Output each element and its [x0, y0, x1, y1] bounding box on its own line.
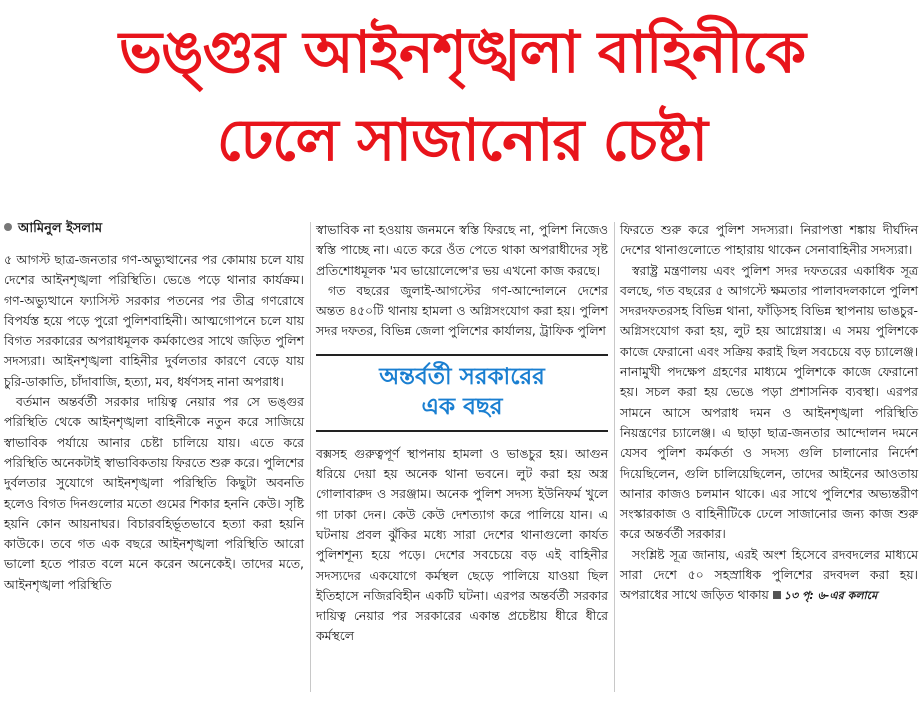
column-divider — [614, 222, 615, 692]
paragraph-text: সংশ্লিষ্ট সূত্র জানায়, এরই অংশ হিসেবে রদবদলের মাধ্যমে সারা দেশে ৫০ সহস্রাধিক পুলিশের রদবদল করা হয়। অপরাধের সাথে জড়িত থাকায় — [620, 546, 918, 603]
article-column-1 — [4, 220, 304, 595]
continued-on-page-note — [773, 589, 877, 602]
paragraph: বর্তমান অন্তর্বর্তী সরকার দায়িত্ব নেয়ার পর সে ভঙ্গুর পরিস্থিতি থেকে আইনশৃঙ্খলা বাহিনীকে নতুন করে সাজিয়ে স্বাভাবিক পর্যায়ে আনার চেষ্টা চালিয়ে যায়। এতে করে পরিস্থিতি অনেকটাই স্বাভাবিকতায় ফিরতে শুরু করে। পুলিশের দুর্বলতার সুযোগে আইনশৃঙ্খলা পরিস্থিতি কিছুটা অবনতি হলেও বিগত দিনগুলোর মতো গুমের শিকার হননি কেউ। সৃষ্টি হয়নি কোন আয়নাঘর। বিচারবহির্ভূতভাবে হত্যা করা হয়নি কাউকে। তবে গত এক বছরে আইনশৃঙ্খলা পরিস্থিতি আরো ভালো হতে পারত বলে মনে করেন অনেকেই। তাদের মতে, আইনশৃঙ্খলা পরিস্থিতি — [4, 394, 304, 592]
paragraph: স্বরাষ্ট্র মন্ত্রণালয় এবং পুলিশ সদর দফতরের একাধিক সূত্র বলছে, গত বছরের ৫ আগস্টে ক্ষমতার পালাবদলকালে পুলিশ সদরদফতরসহ বিভিন্ন থানা, ফাঁড়িসহ বিভিন্ন স্থাপনায় ভাঙচুর-অগ্নিসংযোগ করা হয়, লুট হয় আগ্নেয়াস্ত্র। এ সময় পুলিশকে কাজে ফেরানো এবং সক্রিয় করাই ছিল সবচেয়ে বড় চ্যালেঞ্জ। নানামুখী পদক্ষেপ গ্রহণের মাধ্যমে পুলিশকে কাজে ফেরানো হয়। সচল করা হয় ভেঙে পড়া প্রশাসনিক ব্যবস্থা। এরপর সামনে আসে অপরাধ দমন ও আইনশৃঙ্খলা পরিস্থিতি নিয়ন্ত্রণের চ্যালেঞ্জ। এ ছাড়া ছাত্র-জনতার আন্দোলন দমনে যেসব পুলিশ কর্মকর্তা ও সদস্য গুলি চালানোর নির্দেশ দিয়েছিলেন, গুলি চালিয়েছিলেন, তাদের আইনের আওতায় আনার কাজও চলমান থাকে। এর সাথে পুলিশের অভ্যন্তরীণ সংস্কারকাজ ও বাহিনীটিকে ঢেলে সাজানোর জন্য কাজ শুরু করে অন্তর্বর্তী সরকার। — [620, 262, 918, 542]
author-name: আমিনুল ইসলাম — [18, 221, 103, 236]
bullet-icon — [4, 223, 12, 231]
headline-line-1: ভঙ্গুর আইনশৃঙ্খলা বাহিনীকে — [118, 18, 806, 86]
headline-line-2: ঢেলে সাজানোর চেষ্টা — [216, 106, 708, 174]
paragraph: ৫ আগস্ট ছাত্র-জনতার গণ-অভ্যুত্থানের পর কোমায় চলে যায় দেশের আইনশৃঙ্খলা পরিস্থিতি। ভেঙে পড়ে থানার কার্যক্রম। গণ-অভ্যুত্থানে ফ্যাসিস্ট সরকার পতনের পর তীব্র গণরোষে বিপর্যস্ত হয়ে পড়ে পুরো পুলিশবাহিনী। আত্মগোপনে চলে যায় বিগত সরকারের অপরাধমূলক কর্মকাণ্ডের সাথে জড়িত পুলিশ সদস্যরা। আইনশৃঙ্খলা বাহিনীর দুর্বলতার কারণে বেড়ে যায় চুরি-ডাকাতি, চাঁদাবাজি, হত্যা, মব, ধর্ষণসহ নানা অপরাধ। — [4, 252, 304, 389]
square-bullet-icon — [773, 591, 781, 599]
paragraph: বক্সসহ গুরুত্বপূর্ণ স্থাপনায় হামলা ও ভাঙচুর হয়। আগুন ধরিয়ে দেয়া হয় অনেক থানা ভবনে। লুট করা হয় অস্ত্র গোলাবারুদ ও সরঞ্জাম। অনেক পুলিশ সদস্য ইউনিফর্ম খুলে গা ঢাকা দেন। কেউ কেউ দেশত্যাগ করে পালিয়ে যান। এ ঘটনায় প্রবল ঝুঁকির মধ্যে সারা দেশের থানাগুলো কার্যত পুলিশশূন্য হয়ে পড়ে। দেশের সবচেয়ে বড় এই বাহিনীর সদস্যদের একযোগে কর্মস্থল ছেড়ে পালিয়ে যাওয়া ছিল ইতিহাসে নজিরবিহীন একটি ঘটনা। এরপর অন্তর্বর্তী সরকার দায়িত্ব নেয়ার পর সরকারের একান্ত প্রচেষ্টায় ধীরে ধীরে কর্মস্থলে — [316, 445, 608, 644]
headline — [0, 8, 924, 184]
pullquote-line-2: এক বছর — [421, 393, 503, 420]
column-divider — [310, 222, 311, 692]
pullquote-line-1: অন্তর্বর্তী সরকারের — [379, 363, 545, 390]
paragraph: ফিরতে শুরু করে পুলিশ সদস্যরা। নিরাপত্তা শঙ্কায় দীর্ঘদিন দেশের থানাগুলোতে পাহারায় থাকেন সেনাবাহিনীর সদস্যরা। — [620, 222, 918, 258]
section-pullquote — [316, 354, 608, 432]
byline — [4, 220, 304, 238]
article-column-3 — [620, 220, 918, 607]
article-column-2 — [316, 220, 608, 647]
paragraph: গত বছরের জুলাই-আগস্টের গণ-আন্দোলনে দেশের অন্তত ৪৫০টি থানায় হামলা ও অগ্নিসংযোগ করা হয়। পুলিশ সদর দফতর, বিভিন্ন জেলা পুলিশের কার্যালয়, ট্রাফিক পুলিশ — [316, 282, 608, 339]
paragraph — [620, 545, 918, 607]
continued-text: ১৩ পৃ: ৬-এর কলামে — [783, 589, 878, 603]
paragraph: স্বাভাবিক না হওয়ায় জনমনে স্বস্তি ফিরছে না, পুলিশ নিজেও স্বস্তি পাচ্ছে না। এতে করে ওঁত পেতে থাকা অপরাধীদের সৃষ্ট প্রতিশোধমূলক 'মব ভায়োলেন্সে'র ভয় এখনো কাজ করছে। — [316, 222, 608, 278]
